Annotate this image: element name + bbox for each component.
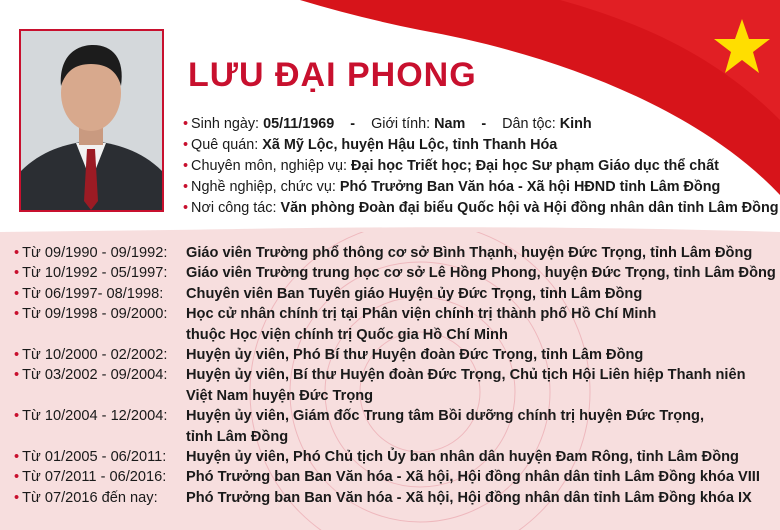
- hometown-label: Quê quán:: [191, 137, 259, 153]
- expertise-value: Đại học Triết học; Đại học Sư phạm Giáo dục thể chất: [351, 158, 719, 174]
- timeline-row: [14, 304, 778, 324]
- timeline-period-text: Từ 10/1992 - 05/1997:: [22, 265, 168, 282]
- timeline-description-text: Học cử nhân chính trị tại Phân viện chính trị thành phố Hồ Chí Minh: [186, 306, 657, 323]
- timeline-row: [14, 427, 778, 447]
- timeline-period-text: Từ 07/2016 đến nay:: [22, 489, 158, 506]
- timeline-row: [14, 345, 778, 365]
- ethnic-label: Dân tộc:: [502, 116, 556, 132]
- bullet-icon: •: [14, 347, 20, 364]
- timeline-description-text: thuộc Học viện chính trị Quốc gia Hồ Chí Minh: [186, 326, 508, 343]
- birth-label: Sinh ngày:: [191, 116, 260, 132]
- timeline-description: [186, 263, 778, 283]
- birth-value: 05/11/1969: [263, 116, 335, 132]
- timeline-row: [14, 406, 778, 426]
- bullet-icon: •: [14, 469, 20, 486]
- bullet-icon: •: [14, 245, 20, 261]
- timeline-description-text: Phó Trưởng ban Ban Văn hóa - Xã hội, Hội đồng nhân dân tỉnh Lâm Đồng khóa IX: [186, 489, 752, 506]
- timeline-period-spacer: [14, 325, 186, 345]
- timeline-period-spacer: [14, 427, 186, 447]
- timeline-description-text: Việt Nam huyện Đức Trọng: [186, 387, 374, 404]
- portrait-photo: [19, 29, 164, 212]
- ethnic-value: Kinh: [559, 116, 592, 132]
- timeline-row: [14, 243, 778, 263]
- bullet-icon: •: [14, 408, 20, 425]
- workplace-value: Văn phòng Đoàn đại biểu Quốc hội và Hội đồng nhân dân tỉnh Lâm Đồng: [280, 200, 779, 216]
- timeline-period: [14, 263, 186, 283]
- timeline-description-text: Huyện ủy viên, Phó Bí thư Huyện đoàn Đức Trọng, tỉnh Lâm Đồng: [186, 347, 644, 364]
- timeline-row: [14, 284, 778, 304]
- timeline-description-text: Giáo viên Trường phổ thông cơ sở Bình Thạnh, huyện Đức Trọng, tỉnh Lâm Đồng: [186, 245, 753, 261]
- timeline-description: [186, 406, 778, 426]
- timeline-period: [14, 488, 186, 508]
- timeline-description: [186, 467, 778, 487]
- timeline-description-text: Giáo viên Trường trung học cơ sở Lê Hồng Phong, huyện Đức Trọng, tỉnh Lâm Đồng: [186, 265, 776, 282]
- bullet-icon: •: [14, 285, 20, 302]
- timeline-description: [186, 284, 778, 304]
- bullet-icon: •: [14, 306, 20, 323]
- timeline-period: [14, 406, 186, 426]
- position-line: • Nghề nghiệp, chức vụ: Phó Trưởng Ban Văn hóa - Xã hội HĐND tỉnh Lâm Đồng: [183, 179, 721, 195]
- bullet-icon: •: [14, 489, 20, 506]
- timeline-row: [14, 386, 778, 406]
- timeline-description-text: Huyện ủy viên, Giám đốc Trung tâm Bồi dưỡng chính trị huyện Đức Trọng,: [186, 408, 705, 425]
- timeline-row: [14, 447, 778, 467]
- expertise-line: • Chuyên môn, nghiệp vụ: Đại học Triết học; Đại học Sư phạm Giáo dục thể chất: [183, 158, 719, 174]
- hometown-value: Xã Mỹ Lộc, huyện Hậu Lộc, tỉnh Thanh Hóa: [262, 137, 558, 153]
- timeline-period: [14, 365, 186, 385]
- timeline-row: [14, 325, 778, 345]
- timeline-period-text: Từ 03/2002 - 09/2004:: [22, 367, 168, 384]
- timeline-period: [14, 447, 186, 467]
- bullet-icon: •: [14, 265, 20, 282]
- position-label: Nghề nghiệp, chức vụ:: [191, 179, 336, 195]
- birth-line: • Sinh ngày: 05/11/1969 - Giới tính: Nam - Dân tộc: Kinh: [183, 116, 592, 132]
- timeline-period: [14, 284, 186, 304]
- hometown-line: • Quê quán: Xã Mỹ Lộc, huyện Hậu Lộc, tỉnh Thanh Hóa: [183, 137, 558, 153]
- timeline-description-text: Huyện ủy viên, Bí thư Huyện đoàn Đức Trọng, Chủ tịch Hội Liên hiệp Thanh niên: [186, 367, 746, 384]
- timeline-period: [14, 345, 186, 365]
- timeline-description-text: Chuyên viên Ban Tuyên giáo Huyện ủy Đức Trọng, tỉnh Lâm Đồng: [186, 285, 643, 302]
- timeline-description: [186, 447, 778, 467]
- timeline-description-text: tỉnh Lâm Đồng: [186, 428, 289, 445]
- timeline-row: [14, 365, 778, 385]
- timeline-period-text: Từ 10/2000 - 02/2002:: [22, 347, 168, 364]
- timeline-period-spacer: [14, 386, 186, 406]
- timeline-description: [186, 325, 778, 345]
- timeline-description: [186, 365, 778, 385]
- timeline-description: [186, 345, 778, 365]
- career-timeline: [14, 243, 778, 508]
- timeline-period-text: Từ 09/1990 - 09/1992:: [22, 245, 168, 261]
- timeline-row: [14, 263, 778, 283]
- person-name: LƯU ĐẠI PHONG: [188, 56, 477, 94]
- timeline-description-text: Huyện ủy viên, Phó Chủ tịch Ủy ban nhân dân huyện Đam Rông, tỉnh Lâm Đồng: [186, 449, 739, 466]
- timeline-period-text: Từ 10/2004 - 12/2004:: [22, 408, 168, 425]
- workplace-line: • Nơi công tác: Văn phòng Đoàn đại biểu Quốc hội và Hội đồng nhân dân tỉnh Lâm Đồng: [183, 200, 779, 216]
- personal-info: [183, 114, 778, 219]
- timeline-description: [186, 304, 778, 324]
- position-value: Phó Trưởng Ban Văn hóa - Xã hội HĐND tỉnh Lâm Đồng: [339, 179, 721, 195]
- expertise-label: Chuyên môn, nghiệp vụ:: [191, 158, 348, 174]
- timeline-period-text: Từ 06/1997- 08/1998:: [22, 285, 164, 302]
- workplace-label: Nơi công tác:: [191, 200, 277, 216]
- timeline-row: [14, 488, 778, 508]
- star-icon: [713, 18, 771, 74]
- timeline-period-text: Từ 01/2005 - 06/2011:: [22, 449, 167, 466]
- timeline-description: [186, 488, 778, 508]
- timeline-period: [14, 304, 186, 324]
- timeline-description-text: Phó Trưởng ban Ban Văn hóa - Xã hội, Hội đồng nhân dân tỉnh Lâm Đồng khóa VIII: [186, 469, 760, 486]
- timeline-description: [186, 243, 778, 263]
- timeline-period-text: Từ 09/1998 - 09/2000:: [22, 306, 168, 323]
- timeline-period: [14, 243, 186, 263]
- sex-label: Giới tính:: [371, 116, 431, 132]
- timeline-description: [186, 386, 778, 406]
- timeline-description: [186, 427, 778, 447]
- bullet-icon: •: [14, 367, 20, 384]
- sex-value: Nam: [434, 116, 466, 132]
- timeline-period: [14, 467, 186, 487]
- timeline-row: [14, 467, 778, 487]
- timeline-period-text: Từ 07/2011 - 06/2016:: [22, 469, 167, 486]
- bullet-icon: •: [14, 449, 20, 466]
